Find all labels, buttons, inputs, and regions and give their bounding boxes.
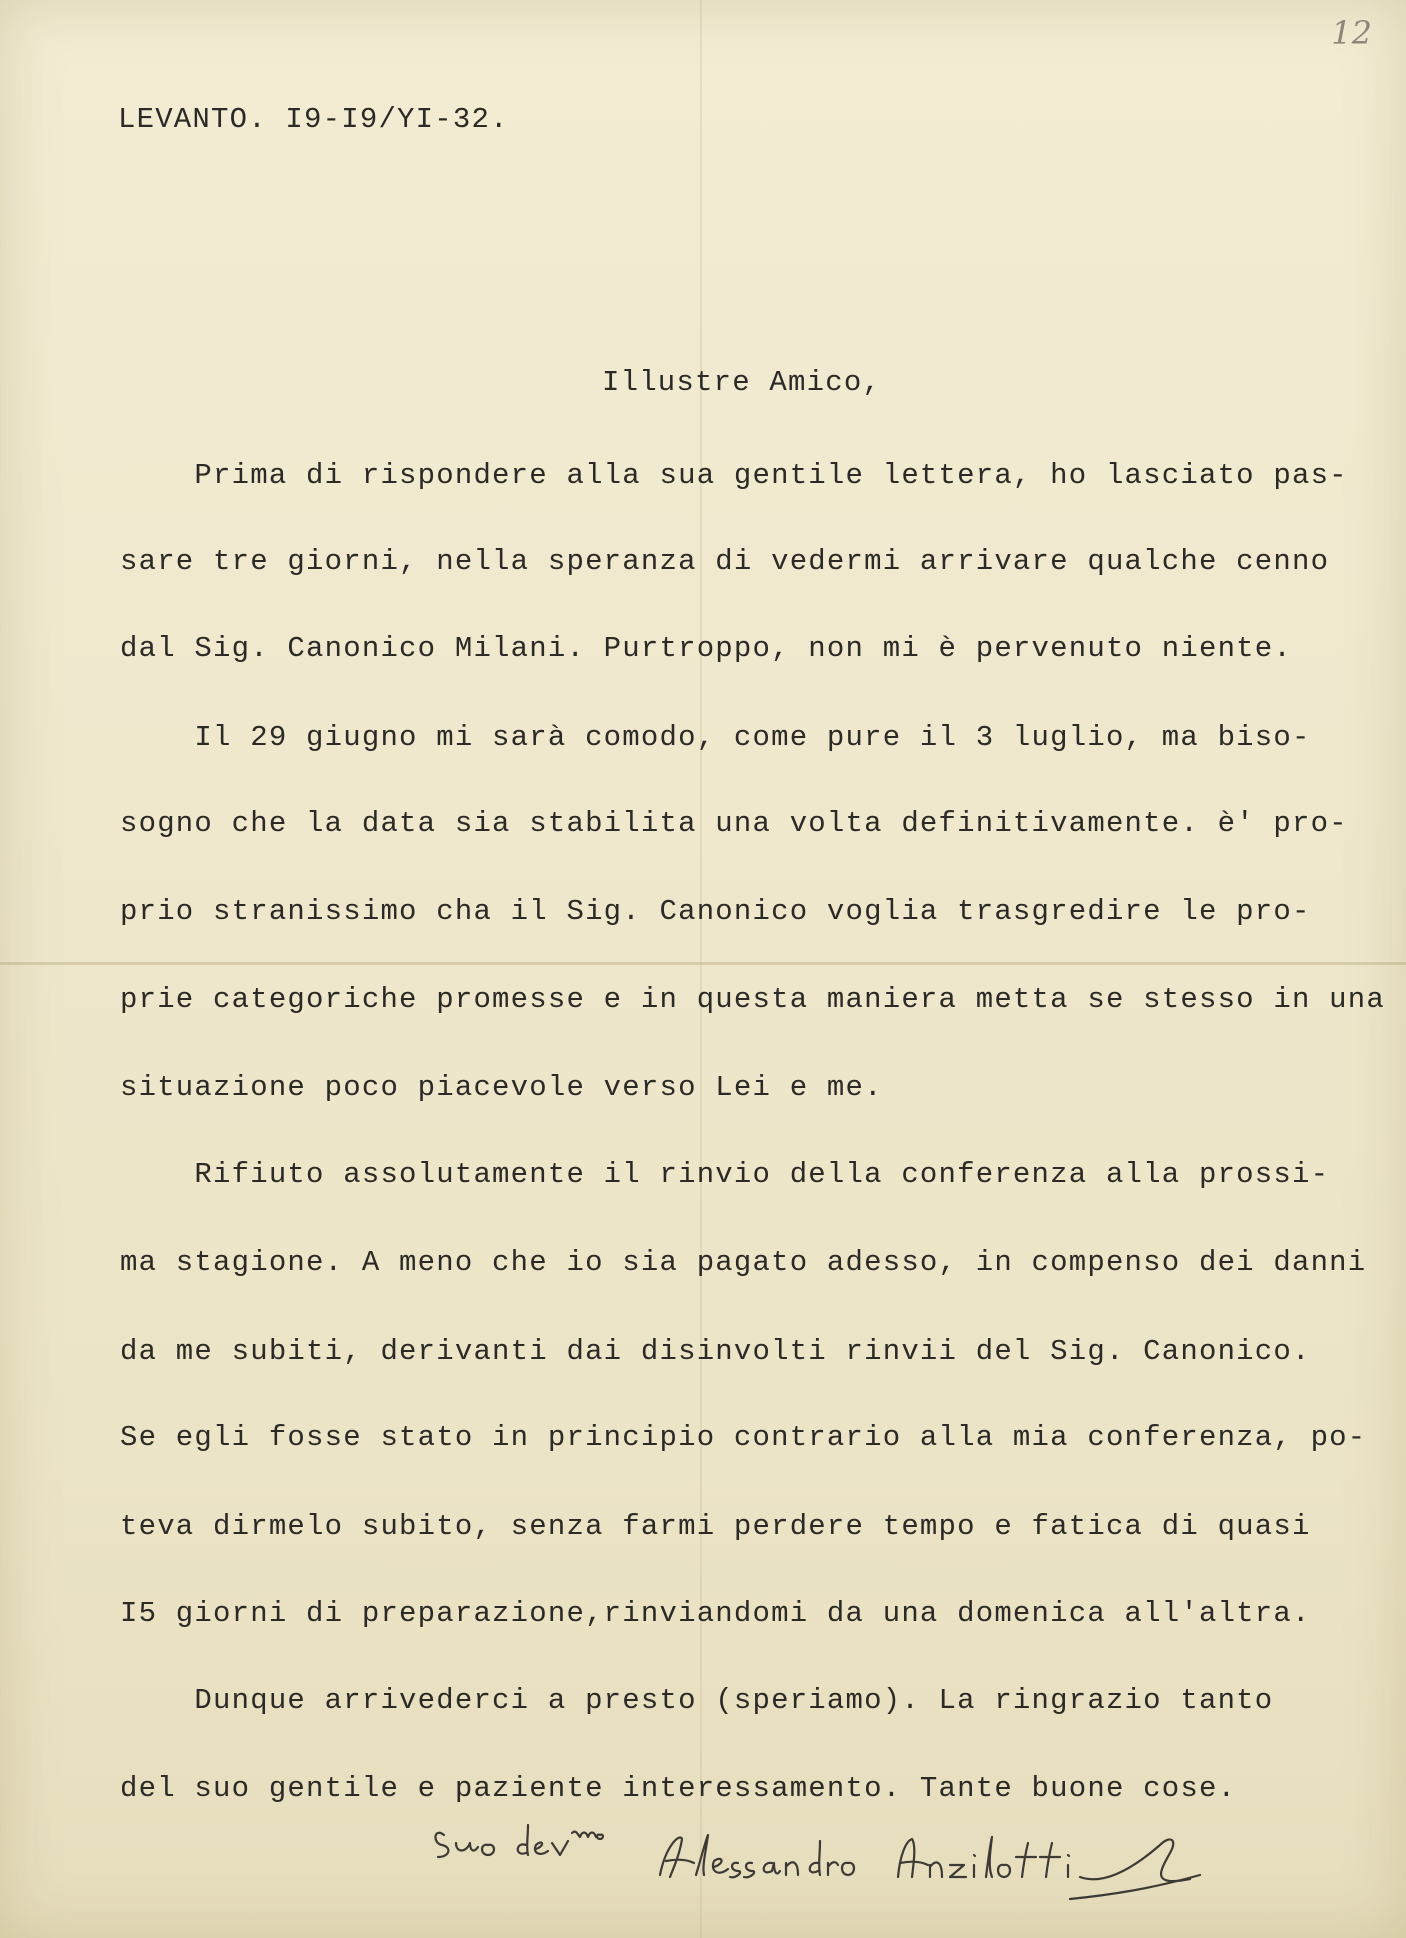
body-line: I5 giorni di preparazione,rinviandomi da una domenica all'altra.	[120, 1597, 1311, 1630]
body-line: prio stranissimo cha il Sig. Canonico voglia trasgredire le pro-	[120, 895, 1311, 928]
body-line: Prima di rispondere alla sua gentile lettera, ho lasciato pas-	[120, 459, 1348, 492]
body-line: da me subiti, derivanti dai disinvolti rinvii del Sig. Canonico.	[120, 1335, 1311, 1368]
body-line: situazione poco piacevole verso Lei e me.	[120, 1071, 883, 1104]
paper-fold-vertical	[700, 0, 702, 1938]
page-number: 12	[1331, 14, 1372, 52]
body-line: Se egli fosse stato in principio contrario alla mia conferenza, po-	[120, 1421, 1367, 1454]
body-line: sogno che la data sia stabilita una volta definitivamente. è' pro-	[120, 807, 1348, 840]
body-line: dal Sig. Canonico Milani. Purtroppo, non mi è pervenuto niente.	[120, 632, 1292, 665]
body-line: prie categoriche promesse e in questa maniera metta se stesso in una	[120, 983, 1385, 1016]
body-line: Rifiuto assolutamente il rinvio della conferenza alla prossi-	[120, 1158, 1330, 1191]
body-line: Dunque arrivederci a presto (speriamo). La ringrazio tanto	[120, 1684, 1274, 1717]
paper-fold-horizontal	[0, 962, 1406, 965]
body-line: ma stagione. A meno che io sia pagato adesso, in compenso dei danni	[120, 1246, 1367, 1279]
body-line: Il 29 giugno mi sarà comodo, come pure il 3 luglio, ma biso-	[120, 721, 1311, 754]
handwritten-signature	[430, 1805, 1210, 1915]
place-date-line: LEVANTO. I9-I9/YI-32.	[118, 103, 509, 136]
salutation: Illustre Amico,	[602, 366, 882, 399]
body-line: del suo gentile e paziente interessamento. Tante buone cose.	[120, 1772, 1237, 1805]
body-line: sare tre giorni, nella speranza di vedermi arrivare qualche cenno	[120, 545, 1330, 578]
body-line: teva dirmelo subito, senza farmi perdere tempo e fatica di quasi	[120, 1510, 1311, 1543]
